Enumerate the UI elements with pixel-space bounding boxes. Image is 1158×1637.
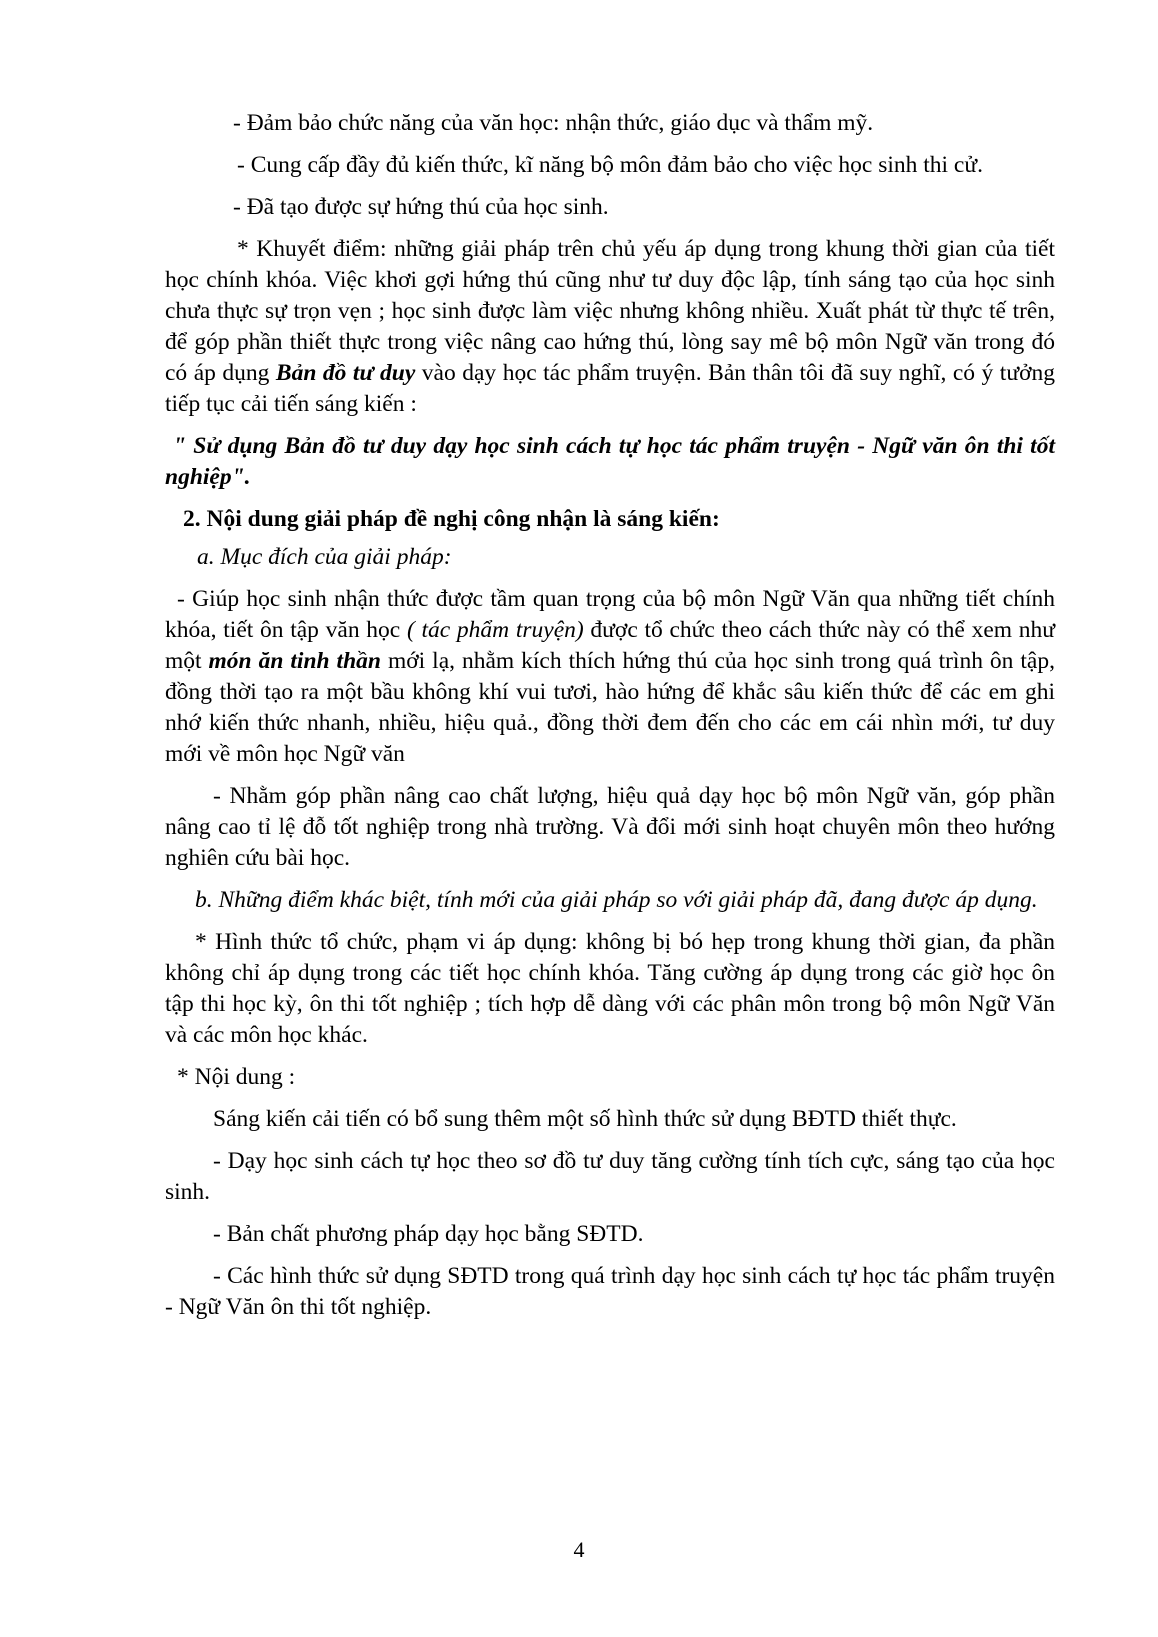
drawbacks-text-end: vào dạy học tác phẩm truyện. Bản thân tôi đã suy nghĩ, có ý tưởng tiếp tục cải tiến sáng kiến : [165, 360, 1055, 417]
page-content [165, 108, 1055, 1323]
paragraph-knowledge-skills: - Cung cấp đầy đủ kiến thức, kĩ năng bộ môn đảm bảo cho việc học sinh thi cử. [237, 152, 983, 178]
paragraph-method-nature: - Bản chất phương pháp dạy học bằng SĐTD. [213, 1221, 644, 1247]
purpose-text-2: được tổ chức theo cách thức này có thể xem như một [165, 617, 1055, 674]
page-number: 4 [573, 1537, 585, 1562]
paragraph-student-interest: - Đã tạo được sự hứng thú của học sinh. [233, 194, 609, 220]
paragraph-usage-forms: - Các hình thức sử dụng SĐTD trong quá trình dạy học sinh cách tự học tác phẩm truyện - Ngữ Văn ôn thi tốt nghiệp. [165, 1263, 1055, 1320]
purpose-emphasis-spiritual-dish: món ăn tinh thần [208, 648, 381, 674]
paragraph-drawbacks [165, 234, 1055, 420]
mind-map-emphasis: Bản đồ tư duy [275, 360, 416, 386]
paragraph-organization-scope: * Hình thức tổ chức, phạm vi áp dụng: không bị bó hẹp trong khung thời gian, đa phần không chỉ áp dụng trong các tiết học chính khóa. Tăng cường áp dụng trong các giờ học ôn tập thi học kỳ, ôn thi tốt nghiệp ; tích hợp dễ dàng với các phân môn trong bộ môn Ngữ Văn và các môn học khác. [165, 929, 1055, 1048]
paragraph-purpose-2: - Nhằm góp phần nâng cao chất lượng, hiệu quả dạy học bộ môn Ngữ văn, góp phần nâng cao tỉ lệ đỗ tốt nghiệp trong nhà trường. Và đổi mới sinh hoạt chuyên môn theo hướng nghiên cứu bài học. [165, 783, 1055, 871]
initiative-title: " Sử dụng Bản đồ tư duy dạy học sinh cách tự học tác phẩm truyện - Ngữ văn ôn thi tốt nghiệp". [165, 433, 1055, 490]
purpose-text-1: - Giúp học sinh nhận thức được tầm quan trọng của bộ môn Ngữ Văn qua những tiết chính khóa, tiết ôn tập văn học [165, 586, 1055, 643]
paragraph-function-of-literature: - Đảm bảo chức năng của văn học: nhận thức, giáo dục và thẩm mỹ. [233, 110, 874, 136]
drawbacks-text-start: * Khuyết điểm: những giải pháp trên chủ yếu áp dụng trong khung thời gian của tiết học chính khóa. Việc khơi gợi hứng thú cũng như tư duy độc lập, tính sáng tạo của học sinh chưa thực sự trọn vẹn ; học sinh được làm việc nhưng không nhiều. Xuất phát từ thực tế trên, để góp phần thiết thực trong việc nâng cao hứng thú, lòng say mê bộ môn Ngữ văn trong đó có áp dụng [165, 236, 1055, 386]
paragraph-content-label: * Nội dung : [177, 1064, 296, 1090]
paragraph-self-study: - Dạy học sinh cách tự học theo sơ đồ tư duy tăng cường tính tích cực, sáng tạo của học sinh. [165, 1148, 1055, 1205]
paragraph-purpose-1 [165, 584, 1055, 770]
subheading-purpose: a. Mục đích của giải pháp: [197, 544, 452, 570]
purpose-italic-story-works: ( tác phẩm truyện) [406, 617, 584, 643]
purpose-text-3: mới lạ, nhằm kích thích hứng thú của học sinh trong quá trình ôn tập, đồng thời tạo ra một bầu không khí vui tươi, hào hứng để khắc sâu kiến thức để các em ghi nhớ kiến thức nhanh, nhiều, hiệu quả., đồng thời đem đến cho các em cái nhìn mới, tư duy mới về môn học Ngữ văn [165, 648, 1055, 767]
subheading-differences: b. Những điểm khác biệt, tính mới của giải pháp so với giải pháp đã, đang được áp dụng. [195, 887, 1038, 913]
section-heading-2: 2. Nội dung giải pháp đề nghị công nhận là sáng kiến: [183, 506, 720, 532]
paragraph-improved-initiative: Sáng kiến cải tiến có bổ sung thêm một số hình thức sử dụng BĐTD thiết thực. [213, 1106, 957, 1132]
